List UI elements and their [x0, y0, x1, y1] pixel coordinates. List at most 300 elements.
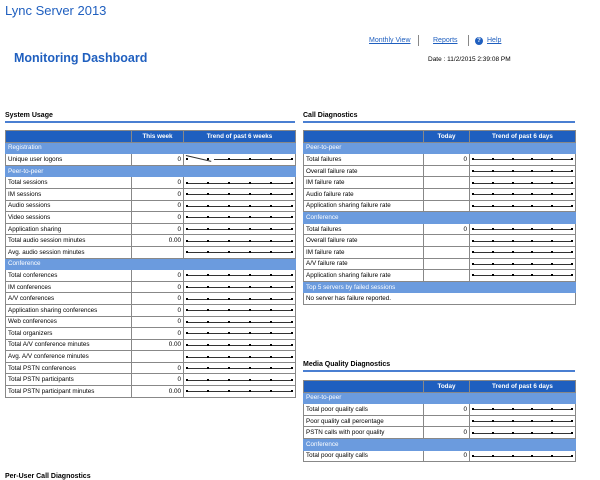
trend-point: [207, 298, 209, 300]
trend-point: [249, 158, 251, 160]
trend-point: [571, 182, 573, 184]
column-header: Trend of past 6 weeks: [184, 131, 296, 143]
metric-label: A/V failure rate: [304, 258, 424, 270]
table-row: [6, 281, 296, 293]
trend-point: [228, 344, 230, 346]
trend-point: [186, 379, 188, 381]
help-icon[interactable]: ?: [475, 37, 483, 45]
trend-point: [207, 379, 209, 381]
trend-sparkline: [184, 374, 296, 386]
trend-point: [249, 298, 251, 300]
trend-point: [249, 309, 251, 311]
trend-point: [270, 321, 272, 323]
reports-link[interactable]: Reports: [433, 37, 458, 44]
trend-point: [492, 193, 494, 195]
group-label: Conference: [6, 258, 296, 270]
trend-point: [492, 432, 494, 434]
group-label: Peer-to-peer: [304, 142, 576, 154]
trend-point: [551, 408, 553, 410]
trend-point: [551, 193, 553, 195]
trend-point: [531, 205, 533, 207]
app-title: Lync Server 2013: [5, 3, 107, 18]
column-header: Today: [424, 381, 470, 393]
group-header-row: [304, 142, 576, 154]
metric-label: Total PSTN participants: [6, 374, 132, 386]
trend-point: [512, 408, 514, 410]
metric-label: Overall failure rate: [304, 235, 424, 247]
trend-point: [531, 228, 533, 230]
table-row: [304, 188, 576, 200]
trend-sparkline: [184, 386, 296, 398]
trend-point: [207, 309, 209, 311]
group-header-row: [304, 212, 576, 224]
trend-point: [492, 228, 494, 230]
trend-point: [291, 367, 293, 369]
nav-separator: [468, 35, 469, 46]
trend-point: [531, 274, 533, 276]
trend-point: [571, 251, 573, 253]
trend-point: [186, 356, 188, 358]
page-title: Monitoring Dashboard: [14, 51, 148, 65]
table-row: [6, 177, 296, 189]
trend-point: [512, 263, 514, 265]
trend-point: [492, 455, 494, 457]
trend-point: [571, 228, 573, 230]
media-quality-table: [303, 380, 576, 462]
trend-point: [291, 193, 293, 195]
trend-point: [472, 455, 474, 457]
monthly-view-link[interactable]: Monthly View: [369, 37, 411, 44]
trend-point: [186, 367, 188, 369]
trend-point: [270, 182, 272, 184]
table-header-row: [304, 381, 576, 393]
trend-point: [291, 332, 293, 334]
metric-value: 0: [132, 374, 184, 386]
trend-point: [249, 274, 251, 276]
trend-point: [186, 390, 188, 392]
trend-sparkline: [184, 200, 296, 212]
trend-line: [186, 391, 293, 392]
trend-point: [531, 158, 533, 160]
trend-point: [207, 356, 209, 358]
trend-line: [186, 217, 293, 218]
table-row: [6, 374, 296, 386]
trend-point: [291, 205, 293, 207]
trend-point: [472, 158, 474, 160]
trend-point: [186, 193, 188, 195]
trend-point: [249, 390, 251, 392]
trend-point: [186, 298, 188, 300]
table-row: [6, 223, 296, 235]
trend-point: [249, 251, 251, 253]
trend-sparkline: [184, 351, 296, 363]
metric-label: Avg. A/V conference minutes: [6, 351, 132, 363]
trend-line: [472, 171, 573, 172]
trend-point: [228, 251, 230, 253]
metric-label: Avg. audio session minutes: [6, 246, 132, 258]
trend-point: [270, 286, 272, 288]
trend-point: [551, 420, 553, 422]
group-label: Top 5 servers by failed sessions: [304, 281, 576, 293]
trend-point: [207, 321, 209, 323]
trend-point: [228, 216, 230, 218]
trend-point: [291, 240, 293, 242]
trend-sparkline: [184, 246, 296, 258]
table-row: [6, 246, 296, 258]
trend-sparkline: [470, 177, 576, 189]
trend-point: [291, 158, 293, 160]
trend-line: [472, 229, 573, 230]
trend-line: [186, 299, 293, 300]
table-row: [304, 450, 576, 462]
trend-sparkline: [184, 188, 296, 200]
trend-point: [249, 332, 251, 334]
trend-point: [207, 367, 209, 369]
trend-line: [186, 206, 293, 207]
trend-point: [571, 193, 573, 195]
trend-sparkline: [470, 154, 576, 166]
no-failure-message: No server has failure reported.: [304, 293, 576, 305]
trend-point: [228, 379, 230, 381]
trend-sparkline: [470, 246, 576, 258]
table-row: [6, 316, 296, 328]
trend-point: [186, 274, 188, 276]
trend-point: [492, 263, 494, 265]
metric-value: 0: [132, 328, 184, 340]
table-row: [304, 200, 576, 212]
metric-value: [424, 415, 470, 427]
trend-point: [249, 286, 251, 288]
trend-point: [291, 298, 293, 300]
trend-point: [228, 158, 230, 160]
trend-line: [472, 241, 573, 242]
metric-label: Poor quality call percentage: [304, 415, 424, 427]
trend-point: [207, 216, 209, 218]
trend-line: [186, 380, 293, 381]
group-label: Registration: [6, 142, 296, 154]
trend-point: [207, 205, 209, 207]
metric-value: 0: [132, 304, 184, 316]
trend-point: [186, 240, 188, 242]
trend-line: [472, 421, 573, 422]
trend-point: [512, 240, 514, 242]
trend-sparkline: [184, 235, 296, 247]
metric-label: Total PSTN conferences: [6, 362, 132, 374]
trend-sparkline: [470, 188, 576, 200]
trend-point: [512, 193, 514, 195]
trend-line: [472, 275, 573, 276]
trend-point: [551, 251, 553, 253]
header-blank: [304, 131, 424, 143]
trend-point: [270, 390, 272, 392]
section-rule: [303, 370, 575, 372]
trend-point: [291, 182, 293, 184]
table-row: [304, 293, 576, 305]
metric-label: Unique user logons: [6, 154, 132, 166]
trend-point: [228, 193, 230, 195]
table-header-row: [304, 131, 576, 143]
metric-value: 0.00: [132, 235, 184, 247]
trend-point: [186, 344, 188, 346]
metric-label: PSTN calls with poor quality: [304, 427, 424, 439]
metric-value: [424, 258, 470, 270]
metric-value: [424, 200, 470, 212]
group-label: Conference: [304, 212, 576, 224]
trend-sparkline: [184, 316, 296, 328]
table-row: [304, 223, 576, 235]
trend-sparkline: [184, 362, 296, 374]
trend-point: [472, 408, 474, 410]
call-diagnostics-table: [303, 130, 576, 305]
table-row: [6, 188, 296, 200]
column-header: Trend of past 6 days: [470, 381, 576, 393]
media-quality-title: Media Quality Diagnostics: [303, 361, 391, 368]
table-row: [6, 200, 296, 212]
trend-point: [571, 455, 573, 457]
trend-sparkline: [184, 328, 296, 340]
metric-label: Total failures: [304, 154, 424, 166]
trend-point: [186, 216, 188, 218]
metric-label: Total organizers: [6, 328, 132, 340]
trend-point: [472, 274, 474, 276]
trend-point: [291, 309, 293, 311]
metric-value: 0: [132, 293, 184, 305]
trend-point: [291, 274, 293, 276]
table-row: [6, 351, 296, 363]
trend-line: [186, 252, 293, 253]
metric-label: Application sharing failure rate: [304, 200, 424, 212]
trend-line: [186, 322, 293, 323]
group-header-row: [304, 281, 576, 293]
trend-line: [214, 159, 293, 160]
table-row: [6, 304, 296, 316]
trend-point: [270, 356, 272, 358]
trend-point: [291, 228, 293, 230]
trend-point: [531, 240, 533, 242]
trend-point: [492, 251, 494, 253]
metric-label: IM conferences: [6, 281, 132, 293]
trend-point: [228, 228, 230, 230]
trend-point: [291, 344, 293, 346]
trend-point: [186, 251, 188, 253]
trend-point: [291, 216, 293, 218]
trend-point: [186, 228, 188, 230]
trend-point: [186, 309, 188, 311]
trend-point: [512, 251, 514, 253]
table-row: [304, 154, 576, 166]
table-row: [6, 339, 296, 351]
trend-sparkline: [470, 404, 576, 416]
metric-label: Application sharing conferences: [6, 304, 132, 316]
group-header-row: [6, 258, 296, 270]
trend-line: [472, 433, 573, 434]
trend-point: [472, 263, 474, 265]
trend-point: [186, 205, 188, 207]
trend-line: [472, 264, 573, 265]
trend-point: [228, 286, 230, 288]
metric-label: Audio failure rate: [304, 188, 424, 200]
trend-point: [228, 298, 230, 300]
trend-point: [531, 251, 533, 253]
table-row: [304, 427, 576, 439]
trend-point: [551, 240, 553, 242]
trend-point: [249, 205, 251, 207]
trend-point: [249, 182, 251, 184]
table-header-row: [6, 131, 296, 143]
trend-point: [228, 240, 230, 242]
trend-point: [571, 263, 573, 265]
trend-point: [270, 251, 272, 253]
trend-point: [551, 170, 553, 172]
trend-point: [249, 344, 251, 346]
trend-line: [186, 275, 293, 276]
trend-point: [492, 420, 494, 422]
metric-value: 0: [424, 450, 470, 462]
trend-point: [512, 228, 514, 230]
metric-label: Total PSTN participant minutes: [6, 386, 132, 398]
trend-point: [571, 420, 573, 422]
metric-value: [424, 246, 470, 258]
trend-point: [270, 332, 272, 334]
trend-point: [512, 274, 514, 276]
trend-point: [512, 205, 514, 207]
trend-point: [249, 216, 251, 218]
table-row: [304, 177, 576, 189]
trend-line: [186, 333, 293, 334]
trend-point: [270, 228, 272, 230]
trend-point: [551, 158, 553, 160]
trend-point: [512, 182, 514, 184]
trend-point: [270, 379, 272, 381]
metric-label: Total A/V conference minutes: [6, 339, 132, 351]
trend-sparkline: [470, 223, 576, 235]
trend-line: [186, 368, 293, 369]
trend-point: [207, 193, 209, 195]
trend-point: [249, 321, 251, 323]
table-row: [304, 165, 576, 177]
metric-label: Total sessions: [6, 177, 132, 189]
trend-point: [472, 170, 474, 172]
trend-point: [228, 309, 230, 311]
metric-value: 0: [424, 427, 470, 439]
trend-point: [270, 216, 272, 218]
trend-point: [207, 274, 209, 276]
trend-point: [492, 240, 494, 242]
trend-sparkline: [184, 223, 296, 235]
table-row: [304, 415, 576, 427]
table-row: [6, 328, 296, 340]
table-row: [304, 258, 576, 270]
trend-line: [186, 310, 293, 311]
trend-point: [551, 432, 553, 434]
trend-line: [472, 194, 573, 195]
trend-point: [291, 321, 293, 323]
trend-point: [472, 420, 474, 422]
trend-line: [472, 183, 573, 184]
table-row: [6, 362, 296, 374]
trend-point: [291, 251, 293, 253]
trend-point: [571, 240, 573, 242]
trend-point: [249, 240, 251, 242]
trend-point: [270, 205, 272, 207]
trend-point: [270, 240, 272, 242]
table-row: [6, 270, 296, 282]
table-row: [6, 154, 296, 166]
trend-point: [531, 455, 533, 457]
trend-line: [186, 345, 293, 346]
metric-value: [132, 351, 184, 363]
header-blank: [304, 381, 424, 393]
trend-point: [472, 240, 474, 242]
section-rule: [303, 121, 575, 123]
metric-label: Web conferences: [6, 316, 132, 328]
trend-point: [551, 205, 553, 207]
trend-point: [228, 205, 230, 207]
trend-point: [512, 432, 514, 434]
trend-line: [472, 409, 573, 410]
metric-label: IM failure rate: [304, 177, 424, 189]
trend-point: [186, 332, 188, 334]
system-usage-table: [5, 130, 296, 398]
help-link[interactable]: Help: [487, 37, 502, 44]
trend-point: [531, 432, 533, 434]
metric-value: 0: [424, 404, 470, 416]
metric-label: Total poor quality calls: [304, 404, 424, 416]
trend-point: [571, 158, 573, 160]
trend-sparkline: [470, 200, 576, 212]
trend-line: [472, 159, 573, 160]
trend-point: [249, 228, 251, 230]
trend-point: [512, 170, 514, 172]
trend-point: [472, 251, 474, 253]
trend-point: [270, 298, 272, 300]
metric-label: Overall failure rate: [304, 165, 424, 177]
trend-sparkline: [470, 165, 576, 177]
trend-point: [291, 356, 293, 358]
trend-line: [186, 194, 293, 195]
metric-label: Total failures: [304, 223, 424, 235]
trend-point: [571, 205, 573, 207]
trend-point: [492, 205, 494, 207]
trend-point: [472, 182, 474, 184]
trend-sparkline: [470, 427, 576, 439]
report-date: Date : 11/2/2015 2:39:08 PM: [428, 56, 511, 63]
trend-point: [531, 170, 533, 172]
trend-line: [186, 357, 293, 358]
trend-line: [186, 229, 293, 230]
metric-value: 0: [132, 177, 184, 189]
trend-sparkline: [184, 339, 296, 351]
trend-point: [512, 455, 514, 457]
group-header-row: [6, 165, 296, 177]
trend-point: [228, 356, 230, 358]
per-user-call-diagnostics-title: Per-User Call Diagnostics: [5, 473, 91, 480]
metric-value: [132, 246, 184, 258]
trend-point: [531, 263, 533, 265]
trend-point: [207, 344, 209, 346]
column-header: This week: [132, 131, 184, 143]
trend-point: [472, 193, 474, 195]
table-row: [6, 293, 296, 305]
metric-value: [424, 235, 470, 247]
trend-line: [472, 456, 573, 457]
trend-line: [186, 183, 293, 184]
table-row: [304, 246, 576, 258]
metric-value: 0: [132, 270, 184, 282]
trend-point: [270, 274, 272, 276]
trend-point: [512, 158, 514, 160]
metric-value: 0: [132, 316, 184, 328]
